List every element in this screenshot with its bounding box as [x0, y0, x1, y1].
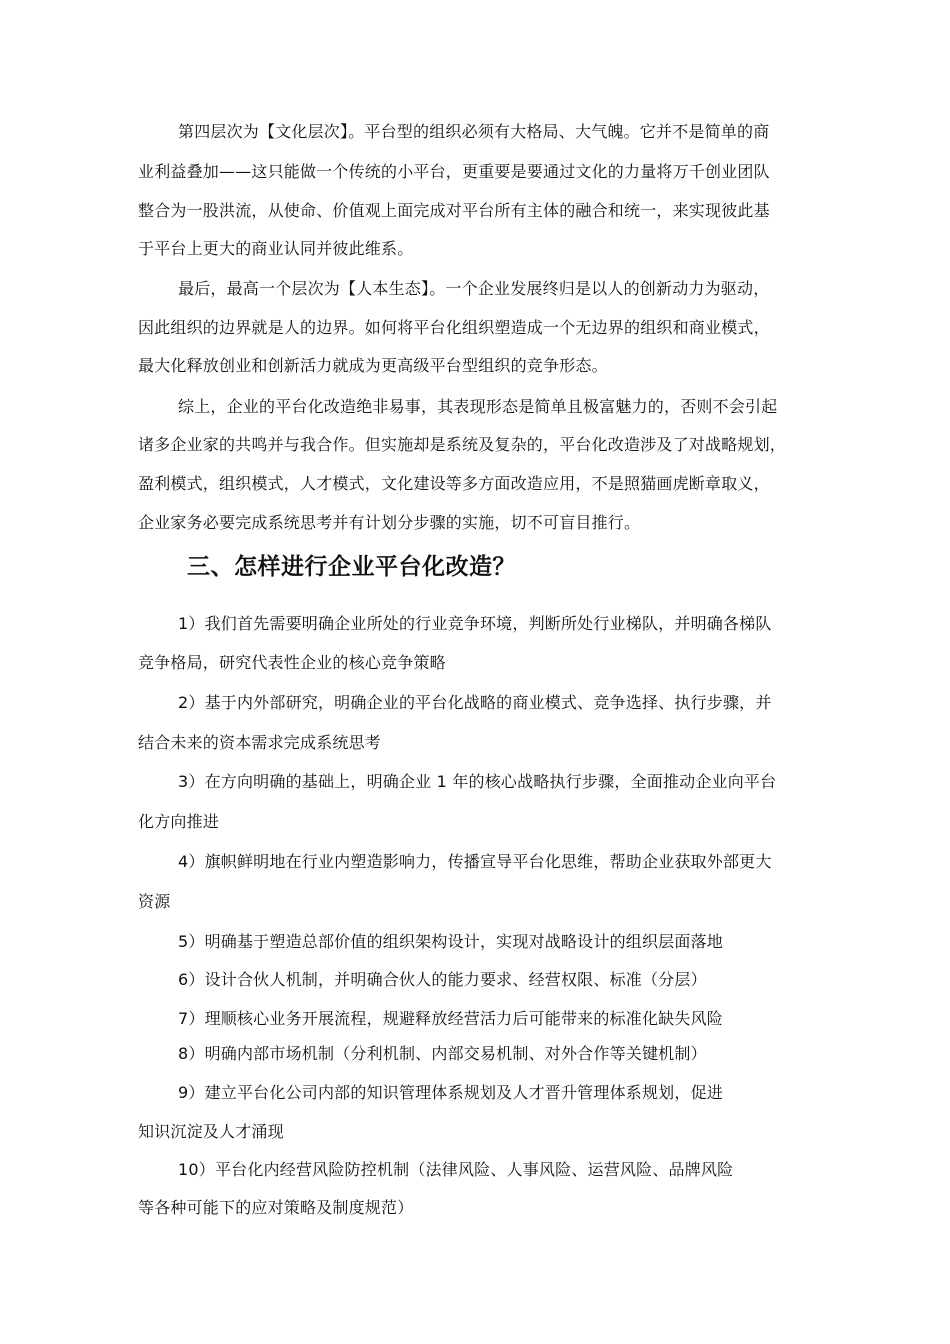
- paragraph-ecology-line: 最大化释放创业和创新活力就成为更高级平台型组织的竞争形态。: [138, 356, 608, 375]
- step-1-line: 1）我们首先需要明确企业所处的行业竞争环境，判断所处行业梯队，并明确各梯队: [178, 614, 772, 633]
- paragraph-culture-line: 第四层次为【文化层次】。平台型的组织必须有大格局、大气魄。它并不是简单的商: [178, 122, 770, 141]
- step-9-line: 知识沉淀及人才涌现: [138, 1122, 284, 1141]
- step-4-line: 资源: [138, 892, 171, 911]
- section-heading: 三、怎样进行企业平台化改造？: [187, 554, 516, 580]
- paragraph-culture-line: 于平台上更大的商业认同并彼此维系。: [138, 239, 414, 258]
- step-10-line: 等各种可能下的应对策略及制度规范）: [138, 1198, 414, 1217]
- paragraph-culture-line: 整合为一股洪流，从使命、价值观上面完成对平台所有主体的融合和统一，来实现彼此基: [138, 201, 770, 220]
- paragraph-ecology-line: 因此组织的边界就是人的边界。如何将平台化组织塑造成一个无边界的组织和商业模式，: [138, 318, 770, 337]
- paragraph-summary-line: 企业家务必要完成系统思考并有计划分步骤的实施，切不可盲目推行。: [138, 513, 641, 532]
- step-1-line: 竞争格局，研究代表性企业的核心竞争策略: [138, 653, 446, 672]
- step-10-line: 10）平台化内经营风险防控机制（法律风险、人事风险、运营风险、品牌风险: [178, 1160, 734, 1179]
- step-7-line: 7）理顺核心业务开展流程，规避释放经营活力后可能带来的标准化缺失风险: [178, 1009, 723, 1028]
- step-5-line: 5）明确基于塑造总部价值的组织架构设计，实现对战略设计的组织层面落地: [178, 932, 723, 951]
- step-8-line: 8）明确内部市场机制（分利机制、内部交易机制、对外合作等关键机制）: [178, 1044, 707, 1063]
- step-9-line: 9）建立平台化公司内部的知识管理体系规划及人才晋升管理体系规划，促进: [178, 1083, 723, 1102]
- step-2-line: 结合未来的资本需求完成系统思考: [138, 733, 382, 752]
- step-3-line: 3）在方向明确的基础上，明确企业 1 年的核心战略执行步骤，全面推动企业向平台: [178, 772, 777, 791]
- step-2-line: 2）基于内外部研究，明确企业的平台化战略的商业模式、竞争选择、执行步骤，并: [178, 693, 772, 712]
- paragraph-ecology-line: 最后，最高一个层次为【人本生态】。一个企业发展终归是以人的创新动力为驱动，: [178, 279, 770, 298]
- paragraph-summary-line: 盈利模式，组织模式，人才模式，文化建设等多方面改造应用，不是照猫画虎断章取义，: [138, 474, 770, 493]
- step-6-line: 6）设计合伙人机制，并明确合伙人的能力要求、经营权限、标准（分层）: [178, 970, 707, 989]
- step-4-line: 4）旗帜鲜明地在行业内塑造影响力，传播宣导平台化思维，帮助企业获取外部更大: [178, 852, 772, 871]
- step-3-line: 化方向推进: [138, 812, 220, 831]
- paragraph-culture-line: 业利益叠加——这只能做一个传统的小平台，更重要是要通过文化的力量将万千创业团队: [138, 162, 770, 181]
- paragraph-summary-line: 诸多企业家的共鸣并与我合作。但实施却是系统及复杂的，平台化改造涉及了对战略规划，: [138, 435, 787, 454]
- paragraph-summary-line: 综上，企业的平台化改造绝非易事，其表现形态是简单且极富魅力的，否则不会引起: [178, 397, 778, 416]
